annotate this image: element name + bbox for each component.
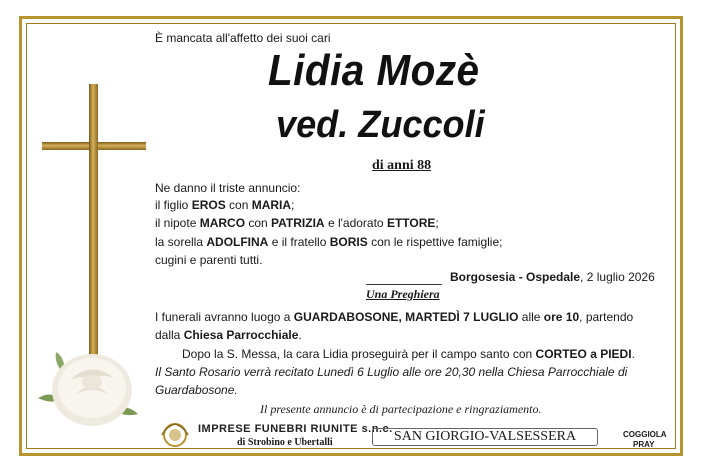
intro-text: È mancata all'affetto dei suoi cari [155,31,331,45]
company-name: IMPRESE FUNEBRI RIUNITE s.n.c. [198,423,393,435]
rose-icon [30,338,140,430]
announcement-line: la sorella ADOLFINA e il fratello BORIS con le rispettive famiglie; [155,235,503,249]
town-label: SAN GIORGIO-VALSESSERA [393,429,577,444]
announcement-line: il figlio EROS con MARIA; [155,198,295,212]
deceased-name: Lidia Mozè [268,46,480,95]
announcement-line: cugini e parenti tutti. [155,253,263,267]
branch-location: PRAY [633,440,655,449]
branch-location: COGGIOLA [623,430,667,439]
rosary-line: Guardabosone. [155,383,238,397]
place-date: Borgosesia - Ospedale, 2 luglio 2026 [450,270,655,284]
deceased-married-name: ved. Zuccoli [276,104,485,146]
thanks-text: Il presente annuncio è di partecipazione e ringraziamento. [260,402,542,416]
announcement-line: il nipote MARCO con PATRIZIA e l'adorato ETTORE; [155,216,439,230]
funeral-line: dalla Chiesa Parrocchiale. [155,328,302,342]
rosary-line: Il Santo Rosario verrà recitato Lunedì 6 Luglio alle ore 20,30 nella Chiesa Parrocchiale di [155,365,628,379]
announcement-line: Ne danno il triste annuncio: [155,181,301,195]
funeral-line: Dopo la S. Messa, la cara Lidia proseguirà per il campo santo con CORTEO a PIEDI. [182,347,635,361]
prayer-heading: Una Preghiera [366,287,440,301]
company-logo [159,422,191,448]
company-owners: di Strobino e Ubertalli [237,437,333,448]
divider [366,284,442,285]
age-text: di anni 88 [372,158,432,173]
funeral-line: I funerali avranno luogo a GUARDABOSONE, MARTEDÌ 7 LUGLIO alle ore 10, partendo [155,310,634,324]
cross-icon-vertical [89,84,98,374]
